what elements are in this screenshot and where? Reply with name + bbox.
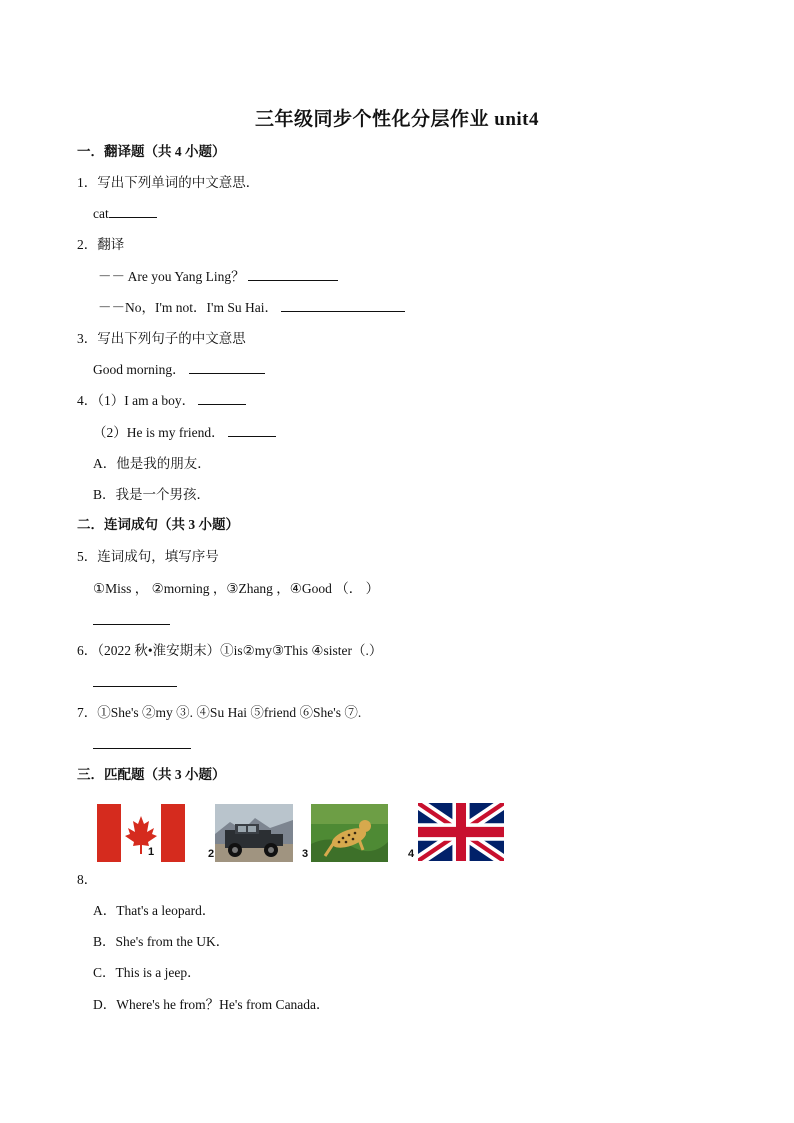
question-6-stem: 6．（2022 秋•淮安期末）①is②my③This ④sister（.） bbox=[77, 643, 383, 658]
question-2-sentence-1: －－ Are you Yang Ling？ bbox=[98, 269, 245, 284]
question-2-line-2 bbox=[98, 299, 405, 317]
question-3-item bbox=[93, 361, 265, 379]
question-7-stem: 7．①She's ②my ③. ④Su Hai ⑤friend ⑥She's ⑦. bbox=[77, 705, 362, 720]
question-8-option-a: A．That's a leopard． bbox=[93, 903, 216, 918]
section-3-heading: 三．匹配题（共 3 小题） bbox=[77, 767, 226, 782]
question-3-sentence: Good morning． bbox=[93, 362, 186, 377]
question-3-stem: 3．写出下列句子的中文意思 bbox=[77, 331, 246, 346]
jeep-icon bbox=[215, 804, 293, 862]
answer-blank[interactable] bbox=[189, 361, 265, 374]
document-title: 三年级同步个性化分层作业 unit4 bbox=[255, 109, 539, 130]
question-5-stem: 5．连词成句，填写序号 bbox=[77, 549, 219, 564]
canada-flag-icon bbox=[97, 804, 185, 862]
question-2-sentence-2: －－No，I'm not．I'm Su Hai． bbox=[98, 300, 278, 315]
question-4-line-2 bbox=[93, 424, 276, 442]
question-1-stem: 1．写出下列单词的中文意思． bbox=[77, 175, 260, 190]
picture-number: 4 bbox=[408, 848, 415, 860]
question-4-line-1 bbox=[77, 392, 246, 410]
answer-blank[interactable] bbox=[93, 674, 177, 692]
picture-number: 1 bbox=[148, 846, 155, 858]
question-8-option-d: D．Where's he from？He's from Canada． bbox=[93, 997, 330, 1012]
question-4-option-b: B．我是一个男孩． bbox=[93, 487, 211, 502]
section-1-heading: 一．翻译题（共 4 小题） bbox=[77, 144, 226, 159]
answer-blank[interactable] bbox=[93, 612, 170, 630]
picture-number: 2 bbox=[208, 848, 215, 860]
question-8-option-b: B．She's from the UK． bbox=[93, 934, 230, 949]
answer-blank[interactable] bbox=[198, 392, 246, 405]
question-1-word: cat bbox=[93, 206, 109, 221]
answer-blank[interactable] bbox=[228, 424, 276, 437]
question-1-item bbox=[93, 205, 157, 223]
question-8-option-c: C．This is a jeep． bbox=[93, 965, 201, 980]
answer-blank[interactable] bbox=[248, 268, 338, 281]
picture-number: 3 bbox=[302, 848, 309, 860]
leopard-icon bbox=[311, 804, 388, 862]
question-4-sentence-1: 4．（1）I am a boy． bbox=[77, 393, 196, 408]
question-8-stem: 8． bbox=[77, 872, 98, 887]
question-2-stem: 2．翻译 bbox=[77, 237, 125, 252]
question-5-words: ①Miss ， ②morning ，③Zhang ，④Good （． ） bbox=[93, 581, 380, 596]
question-4-sentence-2: （2）He is my friend． bbox=[93, 425, 225, 440]
uk-flag-icon bbox=[418, 803, 504, 861]
section-2-heading: 二．连词成句（共 3 小题） bbox=[77, 517, 239, 532]
answer-blank[interactable] bbox=[281, 299, 405, 312]
question-2-line-1 bbox=[98, 268, 338, 286]
question-4-option-a: A．他是我的朋友． bbox=[93, 456, 211, 471]
answer-blank[interactable] bbox=[93, 736, 191, 754]
answer-blank[interactable] bbox=[109, 205, 157, 218]
